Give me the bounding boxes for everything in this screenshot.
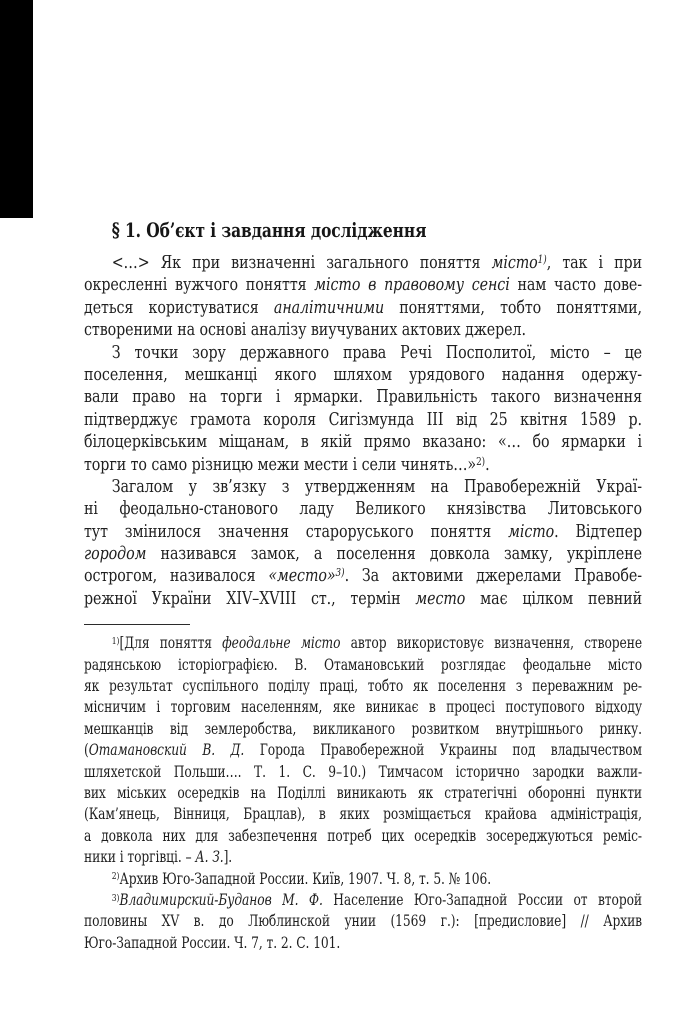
text-segment: <…> Як при визначенні загального поняття [111,252,492,273]
text-segment: місто [491,252,538,273]
text-segment: феодальне місто [222,634,341,653]
text-segment: Юго-Западной России. Ч. 7, т. 2. С. 101. [84,933,341,952]
text-line [84,869,642,890]
text-segment: Владимирский-Буданов М. Ф. [119,890,323,909]
footnote [84,633,642,868]
text-segment: , так і при [546,252,643,273]
text-segment: . Відтепер [554,520,643,542]
text-segment: білоцерківським міщанам, в якій прямо вказано: «… бо ярмарки і [84,431,643,453]
text-line [84,252,642,274]
text-segment: место [415,587,466,609]
text-segment: половины XV в. до Люблинской унии (1569 г.): [предисловие] // Архив [84,912,643,931]
text-line [84,498,642,520]
text-line [84,588,642,610]
footnote-marker: 1) [111,635,120,647]
text-segment: поняттями, тобто поняттями, [384,296,643,318]
text-segment: вих міських осередків на Поділлі виникають як стратегічні оборонні пункти [84,783,643,802]
text-segment: місничим і торговим населенням, яке виникає в процесі поступового відходу [84,698,643,717]
text-segment: Отамановский В. Д. [88,741,245,760]
paragraph [84,342,642,476]
text-line [84,697,642,718]
paragraph [84,252,642,342]
text-line [84,633,642,654]
text-segment: Загалом у зв’язку з утвердженням на Правобережній Украї- [111,475,643,497]
text-line [84,297,642,319]
text-segment: «место» [268,565,336,587]
section-heading: § 1. Об’єкт і завдання дослідження [111,219,427,242]
text-line [84,762,642,783]
body-text [84,252,642,610]
text-segment: режної України XIV–XVIII ст., термін [84,587,416,609]
text-segment: шляхетской Польши…. Т. 1. С. 9–10.) Тимчасом історично зародки важли- [84,762,643,781]
text-segment: ники і торгівці. – [84,848,196,867]
text-line [84,676,642,697]
text-segment: тут змінилося значення староруського поняття [84,520,509,542]
text-segment: має цілком певний [465,587,643,609]
text-line [84,783,642,804]
text-segment: З точки зору державного права Речі Посполитої, місто – це [111,341,643,363]
text-line [84,804,642,825]
text-line [84,364,642,386]
text-segment: мешканців від землеробства, викликаного розвитком внутрішнього ринку. [84,719,643,738]
text-line [84,386,642,408]
text-segment: А. З. [195,848,224,867]
footnote-marker: 2) [476,454,486,468]
footnote-marker: 3) [111,892,120,904]
text-segment: поселення, мешканці якого шляхом урядового надання одержу- [84,363,643,385]
text-segment: місто в правовому сенсі [314,274,510,296]
text-segment: вали право на торги і ярмарки. Правильність такого визначення [84,386,643,408]
text-line [84,740,642,761]
text-segment: Архив Юго-Западной России. Київ, 1907. Ч. 8, т. 5. № 106. [119,869,492,888]
text-line [84,431,642,453]
text-segment: нам часто дове- [509,274,643,296]
text-segment: Города Правобережной Украины под владычеством [244,741,643,760]
text-line [84,342,642,364]
text-line [84,409,642,431]
footnote [84,890,642,954]
footnotes [84,633,642,954]
text-line [84,719,642,740]
text-segment: (Кам’янець, Вінниця, Брацлав), в яких розміщається крайова адміністрація, [84,805,643,824]
text-segment: ]. [223,848,233,867]
text-line [84,826,642,847]
text-segment: аналітичними [273,296,385,318]
text-segment: деться користуватися [84,296,274,318]
text-line [84,521,642,543]
footnote [84,869,642,890]
text-segment: Население Юго-Западной России от второй [322,890,642,909]
paragraph [84,476,642,610]
text-segment: окресленні вужчого поняття [84,274,315,296]
text-segment: радянською історіографією. В. Отамановський розглядає феодальне місто [84,655,643,674]
text-line [84,319,642,341]
text-line [84,274,642,296]
text-segment: створеними на основі аналізу виучуваних актових джерел. [84,319,526,341]
footnote-marker: 2) [111,871,120,883]
text-segment: острогом, називалося [84,565,269,587]
text-segment: . [485,453,490,475]
text-line [84,565,642,587]
text-segment: називався замок, а поселення довкола замку, укріплене [146,543,643,565]
text-segment: [Для поняття [119,634,223,653]
text-line [84,655,642,676]
text-segment: автор використовує визначення, створене [340,634,643,653]
footnote-separator [84,624,190,625]
footnote-marker: 3) [335,566,345,580]
text-line [84,454,642,476]
text-segment: підтверджує грамота короля Сигізмунда III від 25 квітня 1589 р. [84,408,643,430]
footnote-marker: 1) [537,252,547,266]
text-line [84,933,642,954]
scan-corner-mark [0,0,33,218]
text-segment: місто [508,520,555,542]
text-segment: . За актовими джерелами Правобе- [344,565,643,587]
text-segment: городом [84,543,147,565]
text-line [84,543,642,565]
text-segment: ( [84,741,89,760]
text-line [84,476,642,498]
text-segment: а довкола них для забезпечення потреб цих осередків зосереджуються реміс- [84,826,643,845]
text-segment: як результат суспільного поділу праці, тобто як поселення з переважним ре- [84,677,643,696]
text-column [84,218,642,954]
text-line [84,847,642,868]
text-segment: ні феодально-станового ладу Великого князівства Литовського [84,498,643,520]
text-line [84,890,642,911]
text-segment: торги то само різницю межи мести і сели чинять…» [84,453,477,475]
text-line [84,911,642,932]
